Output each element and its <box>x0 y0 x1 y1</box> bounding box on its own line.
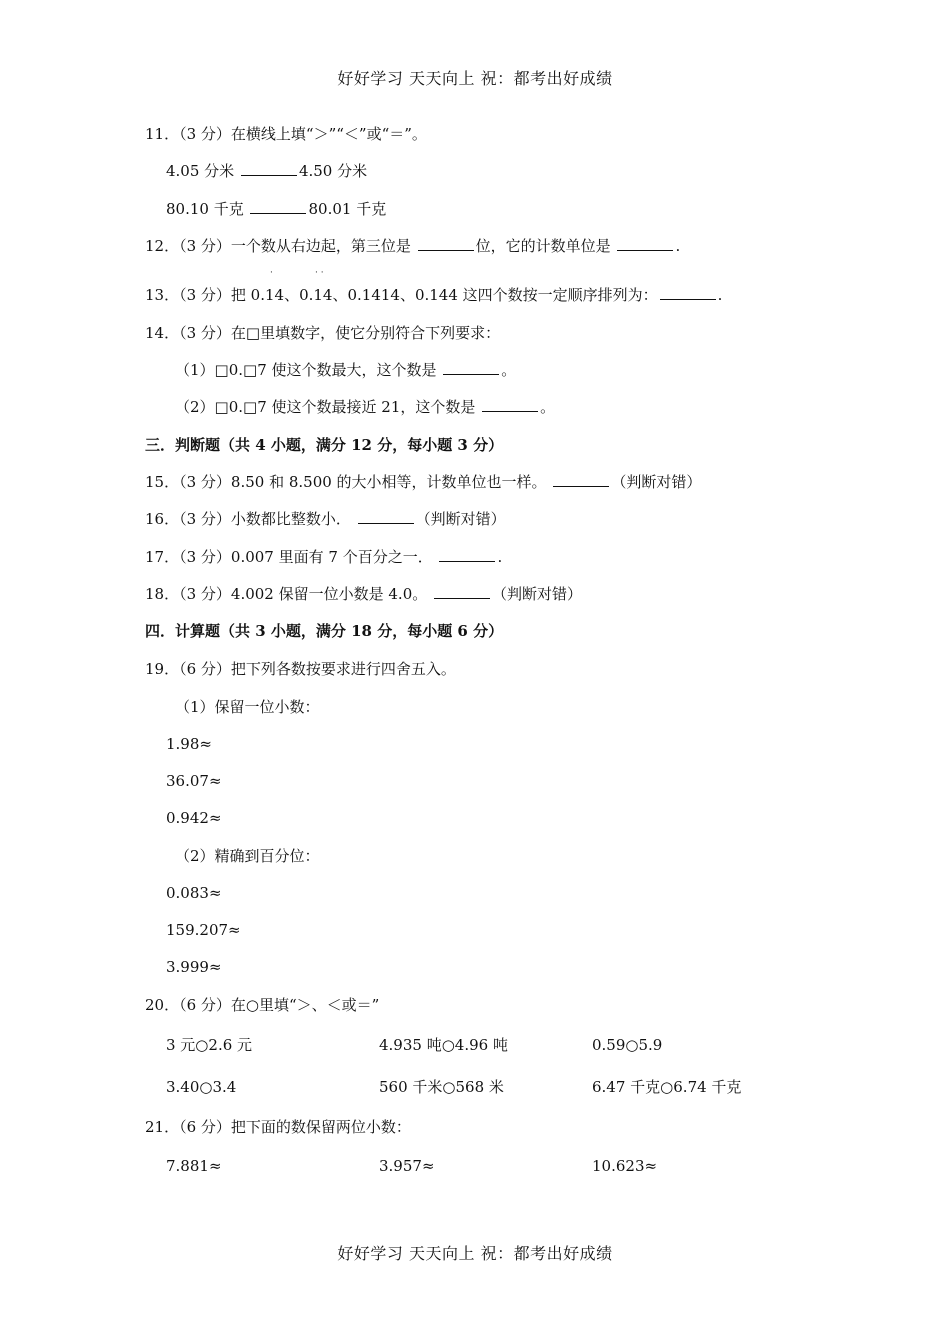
question-16 <box>145 509 506 529</box>
q11-b-left: 80.10 千克 <box>166 200 249 218</box>
answer-blank[interactable] <box>617 236 673 251</box>
q19-item: 159.207≈ <box>166 921 241 939</box>
question-14-stem: 14．（3 分）在□里填数字，使它分别符合下列要求： <box>145 324 501 342</box>
q14-s2-text: （2）□0.□7 使这个数最接近 21，这个数是 <box>175 398 481 416</box>
answer-blank[interactable] <box>358 509 414 524</box>
q14-s1-text: （1）□0.□7 使这个数最大，这个数是 <box>175 361 442 379</box>
question-15 <box>145 472 701 492</box>
question-11-item-a <box>166 161 367 181</box>
answer-blank[interactable] <box>553 472 609 487</box>
question-14-sub-1 <box>175 360 516 380</box>
question-14-sub-2 <box>175 397 555 417</box>
q20-item: 3.40○3.4 <box>166 1078 237 1096</box>
q14-s1-end: 。 <box>501 361 517 379</box>
question-19-stem: 19．（6 分）把下列各数按要求进行四舍五入。 <box>145 660 456 678</box>
answer-blank[interactable] <box>482 397 538 412</box>
question-19-part-1: （1）保留一位小数： <box>175 698 320 716</box>
q18-text: 18．（3 分）4.002 保留一位小数是 4.0。 <box>145 585 433 603</box>
q14-s2-end: 。 <box>540 398 556 416</box>
q12-text-1: 12．（3 分）一个数从右边起，第三位是 <box>145 237 416 255</box>
q21-item: 7.881≈ <box>166 1157 222 1175</box>
question-21-stem: 21．（6 分）把下面的数保留两位小数： <box>145 1118 411 1136</box>
question-11-item-b <box>166 199 386 219</box>
q20-item: 560 千米○568 米 <box>379 1078 504 1096</box>
answer-blank[interactable] <box>443 360 499 375</box>
page-header: 好好学习 天天向上 祝：都考出好成绩 <box>337 69 613 88</box>
answer-blank[interactable] <box>241 161 297 176</box>
q19-item: 0.083≈ <box>166 884 222 902</box>
q20-item: 3 元○2.6 元 <box>166 1036 253 1054</box>
q11-a-right: 4.50 分米 <box>298 162 368 180</box>
answer-blank[interactable] <box>418 236 474 251</box>
q13-text-2: . <box>717 286 723 304</box>
q20-item: 0.59○5.9 <box>592 1036 663 1054</box>
q17-tail: . <box>497 548 503 566</box>
q21-item: 3.957≈ <box>379 1157 435 1175</box>
q20-item: 6.47 千克○6.74 千克 <box>592 1078 742 1096</box>
q19-item: 3.999≈ <box>166 958 222 976</box>
q17-text: 17．（3 分）0.007 里面有 7 个百分之一． <box>145 548 438 566</box>
q15-tail: （判断对错） <box>611 473 702 491</box>
question-20-stem: 20．（6 分）在○里填“＞、＜或＝” <box>145 996 380 1014</box>
question-13 <box>145 285 722 305</box>
q19-item: 36.07≈ <box>166 772 222 790</box>
q18-tail: （判断对错） <box>492 585 583 603</box>
section-3-heading: 三．判断题（共 4 小题，满分 12 分，每小题 3 分） <box>145 436 504 454</box>
q16-text: 16．（3 分）小数都比整数小． <box>145 510 356 528</box>
repeat-dot-a: · <box>270 268 273 278</box>
q12-text-2: 位，它的计数单位是 <box>475 237 616 255</box>
answer-blank[interactable] <box>434 584 490 599</box>
answer-blank[interactable] <box>439 547 495 562</box>
answer-blank[interactable] <box>250 199 306 214</box>
section-4-heading: 四．计算题（共 3 小题，满分 18 分，每小题 6 分） <box>145 622 504 640</box>
question-12 <box>145 236 680 256</box>
q11-b-right: 80.01 千克 <box>308 200 387 218</box>
q12-text-3: . <box>675 237 681 255</box>
question-11-stem: 11．（3 分）在横线上填“＞”“＜”或“＝”。 <box>145 125 427 143</box>
q15-text: 15．（3 分）8.50 和 8.500 的大小相等，计数单位也一样。 <box>145 473 552 491</box>
repeat-dot-b: · · <box>315 268 324 278</box>
q13-text-1: 13．（3 分）把 0.14、0.14、0.1414、0.144 这四个数按一定顺序排列为： <box>145 286 658 304</box>
answer-blank[interactable] <box>660 285 716 300</box>
q19-item: 0.942≈ <box>166 809 222 827</box>
q21-item: 10.623≈ <box>592 1157 658 1175</box>
q20-item: 4.935 吨○4.96 吨 <box>379 1036 508 1054</box>
question-19-part-2: （2）精确到百分位： <box>175 847 320 865</box>
q19-item: 1.98≈ <box>166 735 212 753</box>
question-18 <box>145 584 582 604</box>
question-17 <box>145 547 502 567</box>
q11-a-left: 4.05 分米 <box>166 162 239 180</box>
page-footer: 好好学习 天天向上 祝：都考出好成绩 <box>337 1244 613 1263</box>
q16-tail: （判断对错） <box>415 510 506 528</box>
